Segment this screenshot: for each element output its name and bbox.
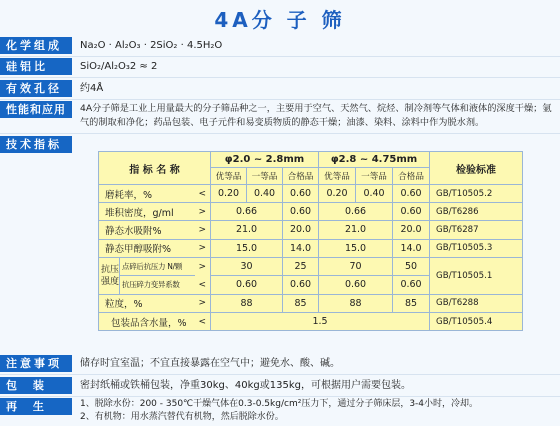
cell: 0.40 — [356, 185, 393, 203]
row-name: 点碎后抗压力 N/颗 — [120, 258, 195, 276]
cell: 0.60 — [289, 278, 312, 290]
table-row — [99, 312, 523, 330]
cell: 14.0 — [283, 239, 319, 257]
cell: 85 — [283, 294, 319, 312]
page-title: 4A分 子 筛 — [214, 8, 346, 32]
cell: 0.60 — [393, 185, 430, 203]
grade-header: 一等品 — [356, 168, 393, 185]
regen-step-2: 2、有机物：用水蒸汽替代有机物，然后脱除水份。 — [80, 412, 284, 422]
usage-label: 性能和应用 — [0, 101, 72, 118]
cell: 0.60 — [393, 203, 430, 221]
usage-value: 4A分子筛是工业上用量最大的分子筛品种之一，主要用于空气、天然气、烷烃、制冷剂等气体和液体的深度干燥；氩气的制取和净化；药品包装、电子元件和易变质物质的静态干燥；油漆、染料、涂料中作为脱水剂。 — [80, 103, 552, 128]
cell: 88 — [211, 294, 283, 312]
cell: 0.60 — [344, 278, 367, 290]
row-name: 静态甲醇吸附% — [99, 239, 195, 257]
table-row — [99, 239, 523, 257]
standard-header: 检验标准 — [430, 152, 523, 185]
cell-pair — [393, 257, 430, 294]
cell: 0.20 — [211, 185, 247, 203]
divider — [0, 99, 560, 100]
crush-row-name — [99, 257, 195, 294]
notice-label: 注意事项 — [0, 355, 72, 372]
cell: 0.60 — [235, 278, 258, 290]
cell: 21.0 — [319, 221, 393, 239]
comparator: > — [195, 203, 211, 221]
cell: 88 — [319, 294, 393, 312]
divider — [0, 56, 560, 57]
comparator: > — [195, 294, 211, 312]
ratio-label: 硅铝比 — [0, 58, 72, 75]
spec-table — [98, 151, 523, 331]
standard-cell: GB/T10505.3 — [430, 239, 523, 257]
regen-step-1: 1、脱除水份：200 - 350℃干燥气体在0.3-0.5kg/cm²压力下，通过分子筛床层，3-4小时，冷却。 — [80, 399, 479, 409]
cell: 0.66 — [319, 203, 393, 221]
divider — [0, 77, 560, 78]
cell: 20.0 — [393, 221, 430, 239]
table-row — [99, 185, 523, 203]
regen-label: 再 生 — [0, 398, 72, 415]
cell: 85 — [393, 294, 430, 312]
regen-steps — [80, 398, 554, 424]
usage-row — [0, 101, 560, 135]
pack-row — [0, 377, 560, 395]
cell: 1.5 — [211, 312, 430, 330]
table-header-row — [99, 152, 523, 168]
ratio-row — [0, 58, 560, 76]
notice-value: 储存时宜室温；不宜直接暴露在空气中；避免水、酸、碱。 — [80, 358, 340, 369]
comparator: > — [195, 239, 211, 257]
cell: 20.0 — [283, 221, 319, 239]
formula-label: 化学组成 — [0, 37, 72, 54]
size2-header: φ2.8 ~ 4.75mm — [319, 152, 430, 168]
cell: 0.60 — [283, 185, 319, 203]
table-row — [99, 221, 523, 239]
grade-header: 合格品 — [283, 168, 319, 185]
comparator-cell — [195, 257, 211, 294]
pack-value: 密封纸桶或铁桶包装，净重30kg、40kg或135kg，可根据用户需要包装。 — [80, 380, 411, 391]
comparator: < — [195, 185, 211, 203]
cell: 0.20 — [319, 185, 356, 203]
pack-label: 包 装 — [0, 377, 72, 394]
divider — [0, 133, 560, 134]
row-name: 磨耗率，% — [99, 185, 195, 203]
standard-cell: GB/T6287 — [430, 221, 523, 239]
divider — [0, 396, 560, 397]
cell-pair — [319, 257, 393, 294]
ratio-value: SiO₂/Al₂O₃2 ≈ 2 — [80, 61, 158, 72]
row-name: 堆积密度，g/ml — [99, 203, 195, 221]
table-row — [99, 257, 523, 294]
pore-value: 约4Å — [80, 83, 104, 94]
table-row — [99, 203, 523, 221]
cell: 21.0 — [211, 221, 283, 239]
comparator: > — [195, 221, 211, 239]
grade-header: 优等品 — [211, 168, 247, 185]
row-name: 包装品含水量，% — [99, 312, 195, 330]
cell-pair — [283, 257, 319, 294]
standard-cell: GB/T10505.1 — [430, 257, 523, 294]
pore-label: 有效孔径 — [0, 80, 72, 97]
comparator: < — [198, 279, 207, 290]
cell: 0.66 — [211, 203, 283, 221]
standard-cell: GB/T10505.2 — [430, 185, 523, 203]
cell: 70 — [319, 258, 392, 276]
table-row — [99, 294, 523, 312]
comparator: < — [195, 312, 211, 330]
formula-row — [0, 37, 560, 55]
comparator: > — [198, 261, 207, 272]
pore-row — [0, 80, 560, 98]
cell: 0.40 — [247, 185, 283, 203]
divider — [0, 374, 560, 375]
row-name: 抗压碎力变异系数 — [122, 279, 180, 289]
grade-header: 合格品 — [393, 168, 430, 185]
crush-group-label: 抗压强度 — [101, 264, 120, 287]
cell: 50 — [393, 258, 429, 276]
cell: 15.0 — [319, 239, 393, 257]
standard-cell: GB/T10505.4 — [430, 312, 523, 330]
index-name-header: 指 标 名 称 — [99, 152, 211, 185]
standard-cell: GB/T6288 — [430, 294, 523, 312]
formula-value: Na₂O · Al₂O₃ · 2SiO₂ · 4.5H₂O — [80, 40, 223, 51]
grade-header: 优等品 — [319, 168, 356, 185]
standard-cell: GB/T6286 — [430, 203, 523, 221]
notice-row — [0, 355, 560, 373]
spec-label: 技术指标 — [0, 136, 72, 153]
cell: 30 — [211, 258, 282, 276]
cell: 0.60 — [400, 278, 422, 290]
grade-header: 一等品 — [247, 168, 283, 185]
cell: 25 — [283, 258, 318, 276]
regen-row — [0, 398, 560, 426]
row-name: 静态水吸附% — [99, 221, 195, 239]
row-name: 粒度，% — [99, 294, 195, 312]
cell: 14.0 — [393, 239, 430, 257]
size1-header: φ2.0 ~ 2.8mm — [211, 152, 319, 168]
cell: 0.60 — [283, 203, 319, 221]
cell: 15.0 — [211, 239, 283, 257]
cell-pair — [211, 257, 283, 294]
